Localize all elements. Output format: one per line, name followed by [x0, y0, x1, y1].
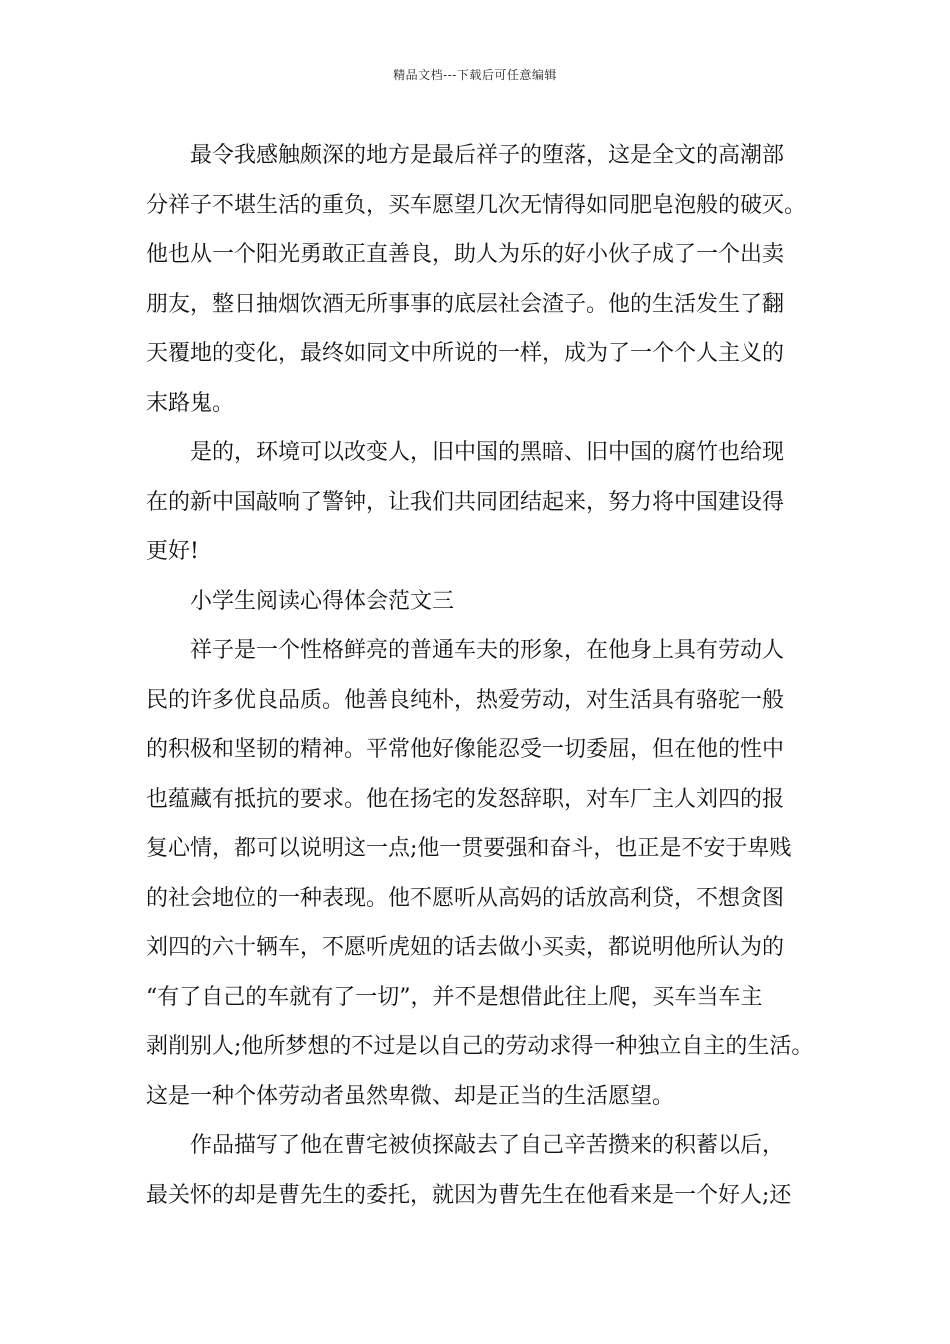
text-line: 这是一种个体劳动者虽然卑微、却是正当的生活愿望。	[146, 1083, 675, 1109]
text-line: 民的许多优良品质。他善良纯朴，热爱劳动，对生活具有骆驼一般	[146, 687, 785, 713]
text-line: 分祥子不堪生活的重负，买车愿望几次无情得如同肥皂泡般的破灭。	[146, 192, 807, 218]
heading-text: 小学生阅读心得体会范文三	[190, 588, 455, 614]
text-line: 在的新中国敲响了警钟，让我们共同团结起来，努力将中国建设得	[146, 489, 785, 515]
text-line: 的社会地位的一种表现。他不愿听从高妈的话放高利贷，不想贪图	[146, 885, 785, 911]
page-header: 精品文档---下载后可任意编辑	[393, 68, 557, 82]
paragraph	[146, 428, 816, 577]
paragraph	[146, 1121, 816, 1220]
text-line: 刘四的六十辆车，不愿听虎妞的话去做小买卖，都说明他所认为的	[146, 935, 785, 960]
paragraph	[146, 131, 816, 428]
section-heading	[146, 577, 816, 627]
text-line: 天覆地的变化，最终如同文中所说的一样，成为了一个个人主义的	[146, 341, 785, 366]
paragraph	[146, 626, 816, 1121]
text-line: 是的，环境可以改变人，旧中国的黑暗、旧中国的腐竹也给现	[190, 440, 785, 465]
document-body	[146, 131, 816, 1220]
text-line: 末路鬼。	[146, 390, 235, 416]
text-line: 更好!	[146, 539, 199, 564]
text-line: 作品描写了他在曹宅被侦探敲去了自己辛苦攒来的积蓄以后，	[190, 1133, 785, 1158]
text-line: 最令我感触颇深的地方是最后祥子的堕落，这是全文的高潮部	[190, 143, 785, 168]
text-line: 祥子是一个性格鲜亮的普通车夫的形象，在他身上具有劳动人	[190, 638, 785, 663]
text-line: 也蕴藏有抵抗的要求。他在扬宅的发怒辞职，对车厂主人刘四的报	[146, 786, 785, 812]
text-line: 朋友，整日抽烟饮酒无所事事的底层社会渣子。他的生活发生了翻	[146, 291, 785, 317]
text-line: 的积极和坚韧的精神。平常他好像能忍受一切委屈，但在他的性中	[146, 737, 785, 762]
text-line: 剥削别人;他所梦想的不过是以自己的劳动求得一种独立自主的生活。	[146, 1034, 814, 1059]
text-line: 复心情，都可以说明这一点;他一贯要强和奋斗，也正是不安于卑贱	[146, 836, 792, 861]
text-line: 他也从一个阳光勇敢正直善良，助人为乐的好小伙子成了一个出卖	[146, 242, 785, 267]
text-line: “有了自己的车就有了一切”，并不是想借此往上爬，买车当车主	[146, 984, 763, 1010]
text-line: 最关怀的却是曹先生的委托，就因为曹先生在他看来是一个好人;还	[146, 1182, 792, 1208]
